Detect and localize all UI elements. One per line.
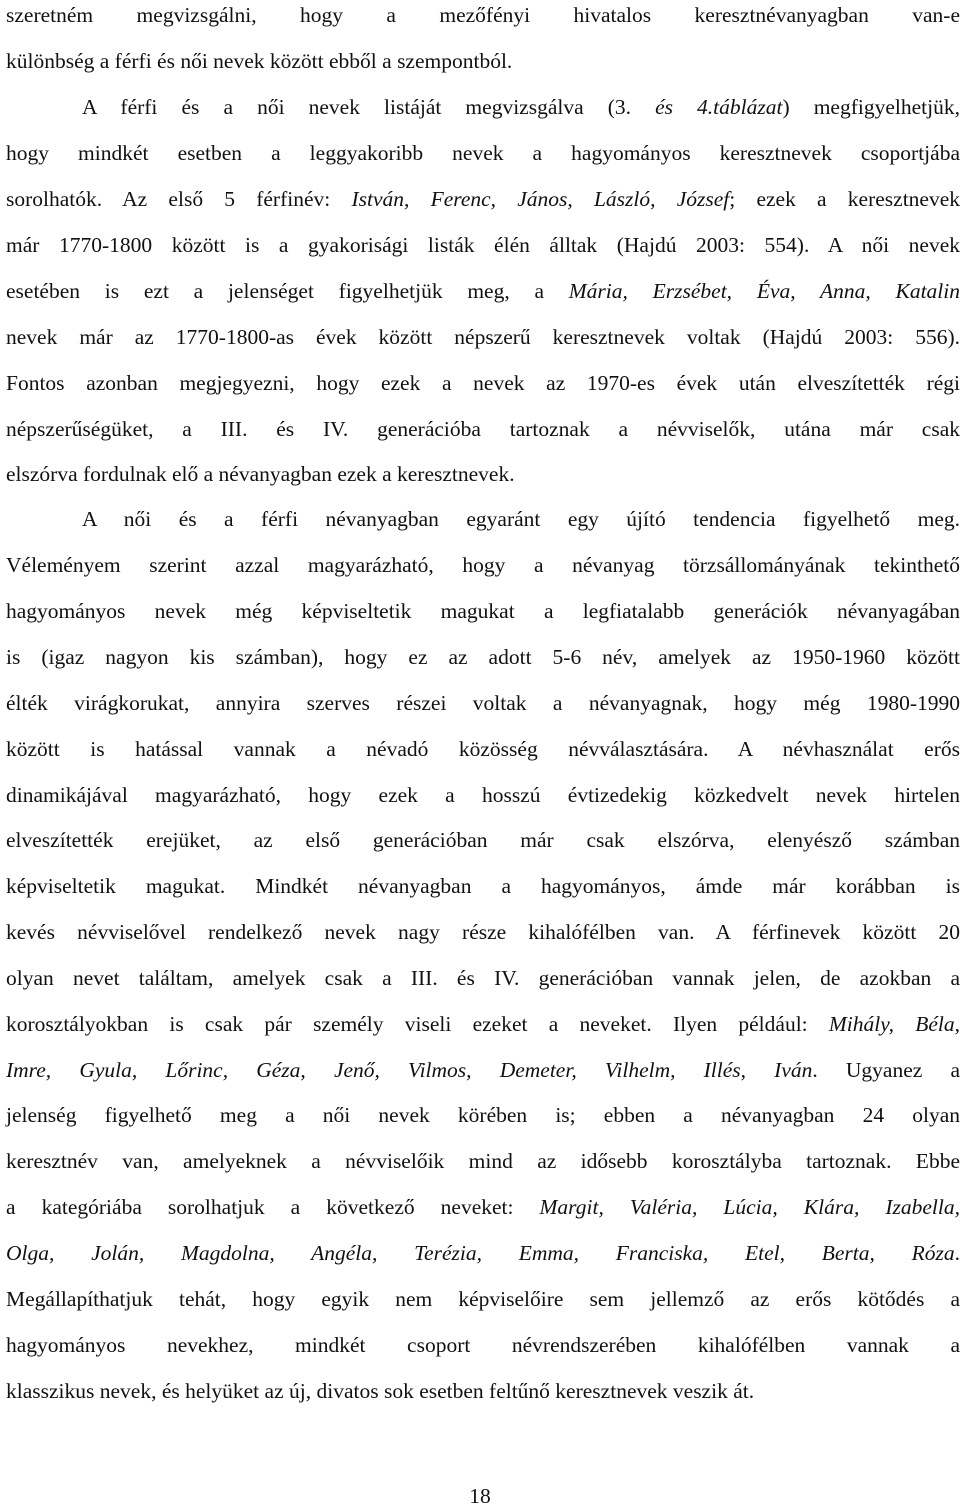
page-number: 18	[469, 1484, 491, 1508]
italic-names: Imre, Gyula, Lőrinc, Géza, Jenő, Vilmos, Demeter, Vilhelm, Illés, Iván	[6, 1058, 813, 1082]
text-line: sorolhatók. Az első 5 férfinév: István, Ferenc, János, László, József; ezek a keresztnevek	[6, 187, 960, 211]
text-line: között is hatással vannak a névadó közösség névválasztására. A névhasználat erős	[6, 737, 960, 761]
text-line: korosztályokban is csak pár személy viseli ezeket a neveket. Ilyen például: Mihály, Béla,	[6, 1012, 960, 1036]
text-line: olyan nevet találtam, amelyek csak a III. és IV. generációban vannak jelen, de azokban a	[6, 966, 960, 990]
text-line: keresztnév van, amelyeknek a névviselőik mind az idősebb korosztályba tartoznak. Ebbe	[6, 1149, 960, 1173]
text-line: is (igaz nagyon kis számban), hogy ez az adott 5-6 név, amelyek az 1950-1960 között	[6, 645, 960, 669]
text-line: esetében is ezt a jelenséget figyelhetjük meg, a Mária, Erzsébet, Éva, Anna, Katalin	[6, 279, 960, 303]
text-line: hagyományos nevekhez, mindkét csoport névrendszerében kihalófélben vannak a	[6, 1333, 960, 1357]
text-line: dinamikájával magyarázható, hogy ezek a hosszú évtizedekig közkedvelt nevek hirtelen	[6, 783, 960, 807]
text-line: A női és a férfi névanyagban egyaránt egy újító tendencia figyelhető meg.	[82, 507, 960, 531]
text-line: jelenség figyelhető meg a női nevek körében is; ebben a névanyagban 24 olyan	[6, 1103, 960, 1127]
text-line: Olga, Jolán, Magdolna, Angéla, Terézia, Emma, Franciska, Etel, Berta, Róza.	[6, 1241, 960, 1265]
italic-names: és 4.táblázat	[655, 95, 783, 119]
text-line: szeretném megvizsgálni, hogy a mezőfényi hivatalos keresztnévanyagban van-e	[6, 3, 960, 27]
text-line: kevés névviselővel rendelkező nevek nagy része kihalófélben van. A férfinevek között 20	[6, 920, 960, 944]
text-line: nevek már az 1770-1800-as évek között népszerű keresztnevek voltak (Hajdú 2003: 556).	[6, 325, 960, 349]
text-line: klasszikus nevek, és helyüket az új, divatos sok esetben feltűnő keresztnevek veszik át.	[6, 1379, 755, 1403]
text-line: Véleményem szerint azzal magyarázható, hogy a névanyag törzsállományának tekinthető	[6, 553, 960, 577]
text-line: élték virágkorukat, annyira szerves részei voltak a névanyagnak, hogy még 1980-1990	[6, 691, 960, 715]
text-line: már 1770-1800 között is a gyakorisági listák élén álltak (Hajdú 2003: 554). A női nevek	[6, 233, 960, 257]
italic-names: Mária, Erzsébet, Éva, Anna, Katalin	[568, 279, 960, 303]
text-line: képviseltetik magukat. Mindkét névanyagban a hagyományos, ámde már korábban is	[6, 874, 960, 898]
text-line: hogy mindkét esetben a leggyakoribb nevek a hagyományos keresztnevek csoportjába	[6, 141, 960, 165]
italic-names: István, Ferenc, János, László, József	[351, 187, 730, 211]
text-line: népszerűségüket, a III. és IV. generációba tartoznak a névviselők, utána már csak	[6, 417, 960, 441]
italic-names: Margit, Valéria, Lúcia, Klára, Izabella,	[539, 1195, 960, 1219]
text-line: a kategóriába sorolhatjuk a következő neveket: Margit, Valéria, Lúcia, Klára, Izabella,	[6, 1195, 960, 1219]
text-line: elveszítették erejüket, az első generációban már csak elszórva, elenyésző számban	[6, 828, 960, 852]
text-line: elszórva fordulnak elő a névanyagban ezek a keresztnevek.	[6, 462, 515, 486]
text-line: A férfi és a női nevek listáját megvizsgálva (3. és 4.táblázat) megfigyelhetjük,	[82, 95, 960, 119]
text-line: hagyományos nevek még képviseltetik magukat a legfiatalabb generációk névanyagában	[6, 599, 960, 623]
text-line: Megállapíthatjuk tehát, hogy egyik nem képviselőire sem jellemző az erős kötődés a	[6, 1287, 960, 1311]
text-line: Fontos azonban megjegyezni, hogy ezek a nevek az 1970-es évek után elveszítették régi	[6, 371, 960, 395]
text-line: Imre, Gyula, Lőrinc, Géza, Jenő, Vilmos, Demeter, Vilhelm, Illés, Iván. Ugyanez a	[6, 1058, 960, 1082]
text-line: különbség a férfi és női nevek között ebből a szempontból.	[6, 49, 513, 73]
italic-names: Mihály, Béla,	[828, 1012, 960, 1036]
italic-names: Olga, Jolán, Magdolna, Angéla, Terézia, Emma, Franciska, Etel, Berta, Róza	[6, 1241, 955, 1265]
